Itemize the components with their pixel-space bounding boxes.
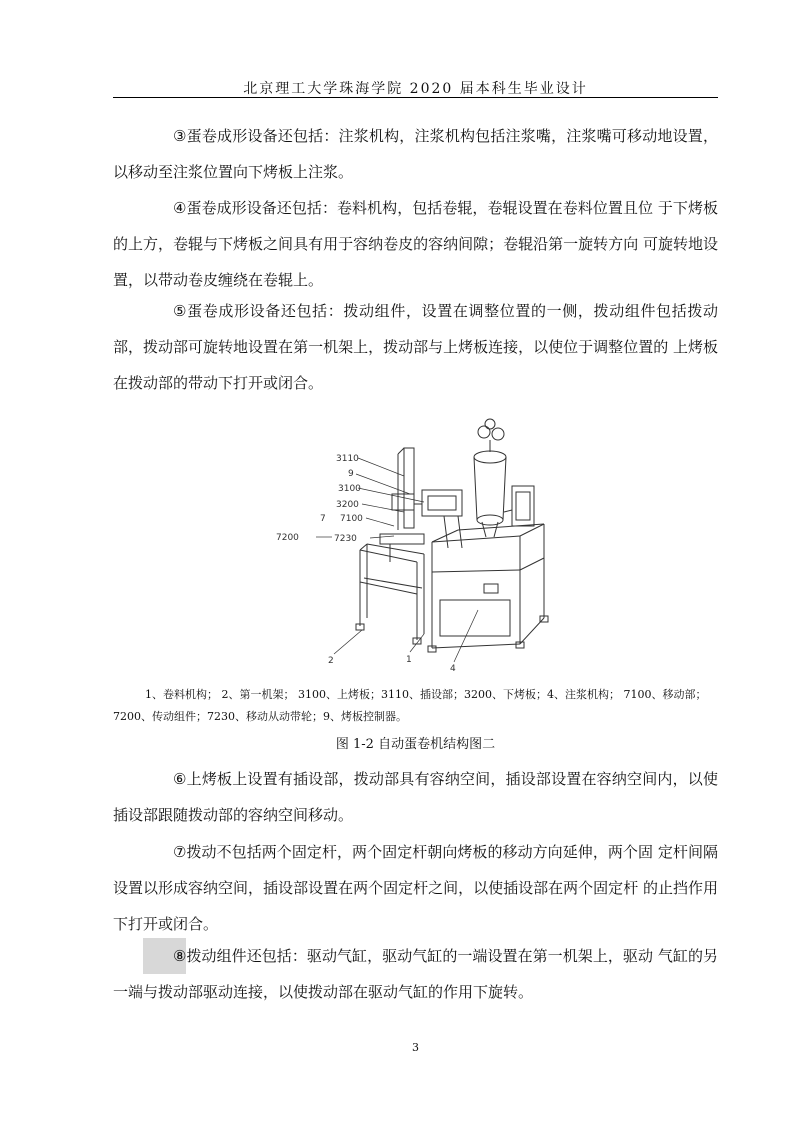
figure-caption: 图 1-2 自动蛋卷机结构图二 (335, 737, 496, 752)
paragraph-marker: ⑦ (173, 843, 187, 861)
header-divider (113, 97, 718, 98)
callout-3110: 3110 (336, 454, 359, 464)
paragraph-4 (113, 190, 718, 298)
paragraph-text: 拨动组件还包括：驱动气缸，驱动气缸的一端设置在第一机架上，驱动 气缸的另一端与拨动部驱动连接，以使拨动部在驱动气缸的作用下旋转。 (113, 947, 718, 1001)
callout-7: 7 (320, 514, 326, 524)
figure-legend: 1、卷料机构； 2、第一机架； 3100、上烤板；3110、插设部；3200、下烤板；4、注浆机构； 7100、移动部；7200、传动组件；7230、移动从动带轮；9、烤板控制器。 (113, 688, 707, 723)
batter-injection-tower-drawing (474, 419, 506, 537)
paragraph-5 (113, 293, 718, 401)
callout-labels (276, 454, 456, 674)
machine-structure-figure (272, 412, 567, 680)
paragraph-8 (113, 938, 718, 1010)
paragraph-text: 上烤板上设置有插设部，拨动部具有容纳空间，插设部设置在容纳空间内，以使插设部跟随拨动部的容纳空间移动。 (113, 770, 718, 824)
callout-3100: 3100 (338, 484, 361, 494)
callout-1: 1 (406, 655, 412, 665)
paragraph-marker: ⑧ (143, 938, 186, 974)
paragraph-marker: ⑤ (173, 302, 187, 320)
page-number: 3 (412, 1041, 419, 1054)
paragraph-7 (113, 834, 718, 942)
paragraph-marker: ③ (173, 127, 187, 145)
paragraph-marker: ⑥ (173, 770, 187, 788)
paragraph-3 (113, 118, 718, 190)
callout-3200: 3200 (336, 500, 359, 510)
callout-2: 2 (328, 656, 334, 666)
paragraph-6 (113, 761, 718, 833)
callout-4: 4 (450, 664, 456, 674)
callout-7230: 7230 (334, 534, 357, 544)
first-frame-drawing (428, 524, 548, 652)
paragraph-text: 蛋卷成形设备还包括：拨动组件，设置在调整位置的一侧，拨动组件包括拨动部，拨动部可旋转地设置在第一机架上，拨动部与上烤板连接，以使位于调整位置的 上烤板在拨动部的带动下打开或闭合。 (113, 302, 718, 392)
callout-7200: 7200 (276, 533, 299, 543)
roller-baking-plates-drawing (380, 448, 462, 562)
paragraph-text: 蛋卷成形设备还包括：卷料机构，包括卷辊，卷辊设置在卷料位置且位 于下烤板的上方，卷辊与下烤板之间具有用于容纳卷皮的容纳间隙；卷辊沿第一旋转方向 可旋转地设置，以带动卷皮缠绕在卷辊上。 (113, 199, 718, 289)
page-header: 北京理工大学珠海学院 2020 届本科生毕业设计 (243, 81, 588, 97)
paragraph-text: 蛋卷成形设备还包括：注浆机构，注浆机构包括注浆嘴，注浆嘴可移动地设置，以移动至注浆位置向下烤板上注浆。 (113, 127, 718, 181)
paragraph-marker: ④ (173, 199, 187, 217)
side-unit-drawing (504, 486, 534, 526)
paragraph-text: 拨动不包括两个固定杆，两个固定杆朝向烤板的移动方向延伸，两个固 定杆间隔设置以形成容纳空间，插设部设置在两个固定杆之间，以使插设部在两个固定杆 的止挡作用下打开或闭合。 (113, 843, 718, 933)
callout-9: 9 (348, 469, 354, 479)
callout-7100: 7100 (340, 514, 363, 524)
